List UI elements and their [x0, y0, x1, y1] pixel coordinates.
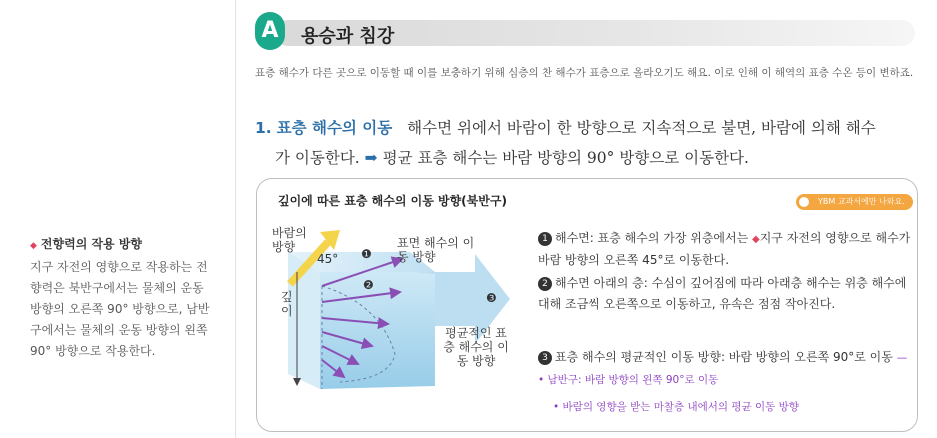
- item-1-line1: [255, 113, 920, 143]
- desc-2-text: 해수면 아래의 층: 수심이 깊어짐에 따라 아래층 해수는 위층 해수에 대해 조금씩 오른쪽으로 이동하고, 유속은 점점 작아진다.: [538, 276, 907, 311]
- label-average: 평균적인 표층 해수의 이동 방향: [443, 326, 509, 368]
- desc-1-text-b: 지구 자전의 영향으로 해수가 바람 방향의 오른쪽 45°로 이동한다.: [538, 231, 911, 267]
- intro-text: 표층 해수가 다른 곳으로 이동할 때 이를 보충하기 위해 심층의 찬 해수가 표층으로 올라오기도 해요. 이로 인해 이 해역의 표층 수온 등이 변하죠.: [255, 67, 914, 79]
- star-icon: ◆: [752, 234, 760, 245]
- item-text-1: 해수면 위에서 바람이 한 방향으로 지속적으로 불면, 바람에 의해 해수: [407, 119, 876, 137]
- label-surface: 표면 해수의 이동 방향: [397, 236, 475, 264]
- desc-1-number: 1: [538, 232, 552, 246]
- bullet-icon: ◆: [30, 241, 37, 251]
- item-text-2a: 가 이동한다.: [275, 149, 360, 167]
- desc-2-number: 2: [538, 277, 552, 291]
- desc-3-text: 표층 해수의 평균적인 이동 방향: 바람 방향의 오른쪽 90°로 이동: [555, 350, 893, 364]
- item-1: [255, 113, 920, 173]
- sidenote-body: 지구 자전의 영향으로 작용하는 전향력은 북반구에서는 물체의 운동 방향의 오른쪽 90° 방향으로, 남반구에서는 물체의 운동 방향의 왼쪽 90° 방향으로 작용한다.: [30, 260, 210, 358]
- label-depth: 깊이: [281, 290, 293, 318]
- right-arrow-icon: ➡: [364, 149, 378, 167]
- column-divider: [235, 0, 236, 438]
- ybm-badge-text: YBM 교과서에만 나와요.: [818, 197, 905, 206]
- ybm-badge: [796, 194, 913, 210]
- desc-1: [538, 228, 913, 271]
- sidenote-title: [30, 234, 215, 257]
- item-number: 1.: [255, 119, 272, 137]
- label-angle: 45°: [317, 252, 339, 266]
- bottom-note: • 바람의 영향을 받는 마찰층 내에서의 평균 이동 방향: [553, 401, 799, 413]
- item-heading: 표층 해수의 이동: [276, 119, 393, 137]
- label-n3: ❸: [486, 291, 497, 305]
- figure-title: 깊이에 따른 표층 해수의 이동 방향(북반구): [278, 194, 507, 208]
- ybm-badge-icon: [798, 196, 810, 208]
- sidenote-title-text: 전향력의 작용 방향: [40, 237, 143, 251]
- desc-3-note: —• 남반구: 바람 방향의 왼쪽 90°로 이동: [538, 352, 908, 386]
- desc-3-number: 3: [538, 351, 552, 365]
- item-text-2b: 평균 표층 해수는 바람 방향의 90° 방향으로 이동한다.: [382, 149, 749, 167]
- sidenote: [30, 234, 215, 362]
- section-badge: A: [255, 12, 285, 50]
- label-wind: 바람의 방향: [272, 226, 307, 254]
- label-n1: ❶: [361, 247, 372, 261]
- label-n2: ❷: [363, 278, 374, 292]
- section-title: 용승과 침강: [301, 26, 395, 47]
- desc-3: [538, 347, 913, 391]
- desc-2: [538, 273, 913, 315]
- desc-1-text-a: 해수면: 표층 해수의 가장 위층에서는: [555, 231, 752, 245]
- item-1-line2: [255, 143, 920, 173]
- section-header: [255, 12, 915, 50]
